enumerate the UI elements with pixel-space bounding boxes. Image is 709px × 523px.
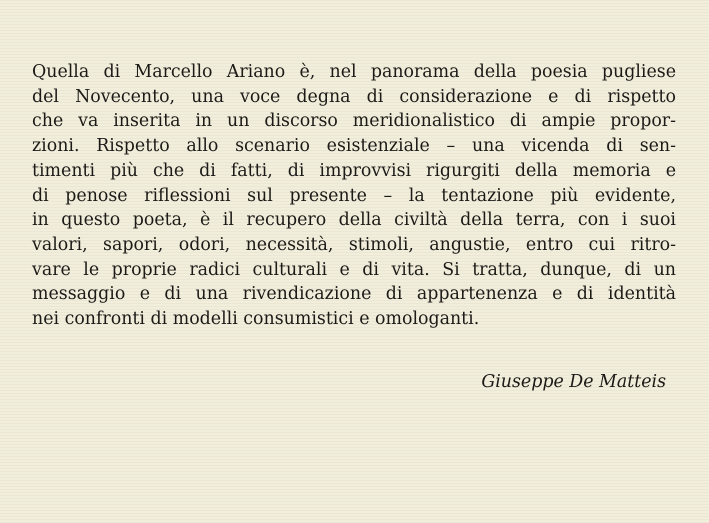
paragraph-line: zioni. Rispetto allo scenario esistenziale – una vicenda di sen- (32, 136, 676, 157)
body-paragraph (32, 60, 676, 332)
author-signature: Giuseppe De Matteis (481, 372, 666, 392)
paragraph-line: vare le proprie radici culturali e di vita. Si tratta, dunque, di un (32, 259, 676, 280)
paragraph-line: che va inserita in un discorso meridionalistico di ampie propor- (32, 111, 676, 132)
paragraph-line: timenti più che di fatti, di improvvisi rigurgiti della memoria e (32, 160, 676, 181)
paragraph-line: valori, sapori, odori, necessità, stimoli, angustie, entro cui ritro- (32, 234, 676, 255)
paragraph-line: in questo poeta, è il recupero della civiltà della terra, con i suoi (32, 210, 676, 231)
paragraph-line: nei confronti di modelli consumistici e omologanti. (32, 309, 480, 330)
paragraph-line: messaggio e di una rivendicazione di appartenenza e di identità (32, 284, 676, 305)
paragraph-line: Quella di Marcello Ariano è, nel panorama della poesia pugliese (32, 62, 676, 82)
paragraph-line: del Novecento, una voce degna di considerazione e di rispetto (32, 86, 676, 107)
paragraph-line: di penose riflessioni sul presente – la tentazione più evidente, (32, 185, 676, 206)
